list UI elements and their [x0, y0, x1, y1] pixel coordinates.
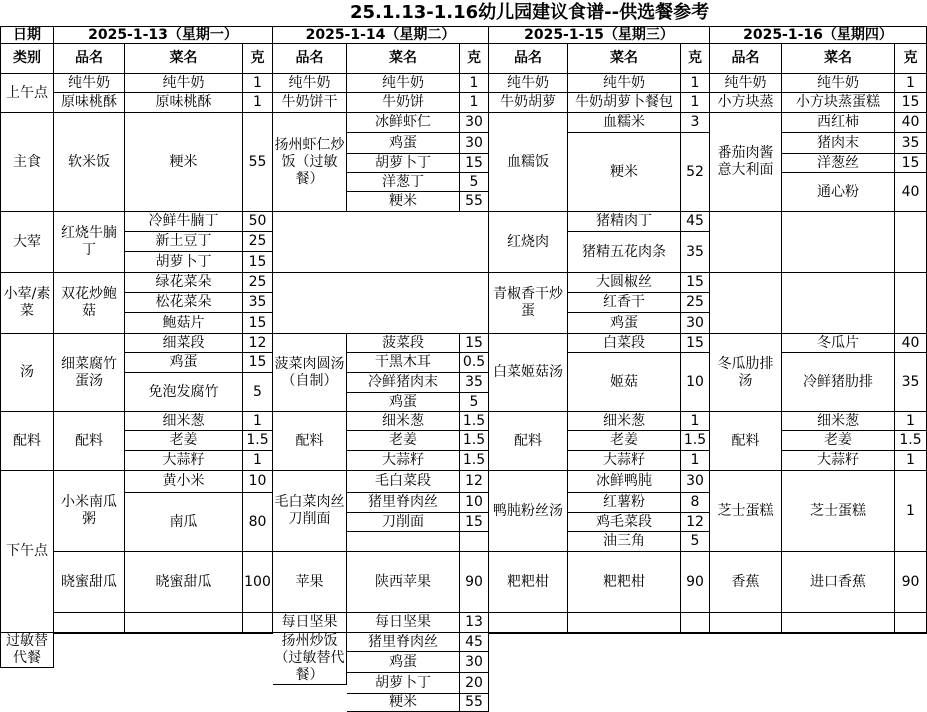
ingredient-name: 黄小米: [125, 471, 243, 493]
empty-cell: [489, 633, 710, 634]
gram-value: 15: [243, 353, 273, 373]
gram-value: 5: [681, 532, 710, 552]
dish-name: 扬州虾仁炒饭（过敏餐）: [273, 113, 347, 212]
ingredient-name: 干黑木耳: [347, 353, 460, 373]
gram-value: 45: [681, 212, 710, 232]
gram-value: 15: [460, 334, 489, 353]
dish-name: 毛白菜肉丝刀削面: [273, 471, 347, 552]
gram-value: 13: [460, 613, 489, 633]
dish-name: 芝士蛋糕: [710, 471, 782, 552]
date-label: 日期: [0, 26, 54, 44]
category-seasoning: 配料: [0, 412, 54, 471]
gram-value: 90: [681, 552, 710, 613]
ingredient-name: 猪里脊肉丝: [347, 633, 460, 652]
ingredient-name: 胡萝卜丁: [347, 673, 460, 694]
dish-name: 晓蜜甜瓜: [54, 552, 125, 613]
gram-value: 20: [460, 673, 489, 694]
ingredient-name: 细米葱: [347, 412, 460, 431]
column-header-dish: 品名: [54, 44, 125, 74]
gram-value: 40: [895, 113, 927, 133]
ingredient-name: 晓蜜甜瓜: [125, 552, 243, 613]
category-staple: 主食: [0, 113, 54, 212]
empty-cell: [895, 212, 927, 273]
ingredient-name: 白菜段: [568, 334, 681, 353]
dish-name: 香蕉: [710, 552, 782, 613]
ingredient-name: 细米葱: [782, 412, 895, 431]
ingredient-name: 刀削面: [347, 513, 460, 532]
ingredient-name: 粳米: [125, 113, 243, 212]
column-header-dish: 品名: [489, 44, 568, 74]
dish-name: 纯牛奶: [489, 74, 568, 93]
date-header: 2025-1-16（星期四）: [710, 26, 927, 44]
gram-value: 15: [243, 252, 273, 273]
category-veg: 小荤/素菜: [0, 273, 54, 334]
dish-name: 软米饭: [54, 113, 125, 212]
ingredient-name: 牛奶胡萝卜餐包: [568, 93, 681, 113]
dish-name: 菠菜肉圆汤（自制）: [273, 334, 347, 412]
category-meat: 大荤: [0, 212, 54, 273]
gram-value: 40: [895, 173, 927, 212]
column-header-dish: 品名: [273, 44, 347, 74]
gram-value: 35: [895, 133, 927, 154]
empty-cell: [895, 613, 927, 633]
ingredient-name: 冰鲜虾仁: [347, 113, 460, 133]
ingredient-name: 每日坚果: [347, 613, 460, 633]
gram-value: 80: [243, 493, 273, 552]
gram-value: 5: [460, 393, 489, 412]
empty-cell: [273, 273, 489, 334]
dish-name: 扬州炒饭（过敏替代餐）: [273, 633, 347, 685]
empty-cell: [782, 273, 895, 334]
gram-value: 1.5: [460, 451, 489, 471]
column-header-item: 菜名: [782, 44, 895, 74]
ingredient-name: 洋葱丝: [782, 154, 895, 173]
gram-value: 35: [895, 353, 927, 412]
gram-value: 30: [681, 313, 710, 334]
ingredient-name: 老姜: [347, 431, 460, 451]
ingredient-name: 红薯粉: [568, 493, 681, 513]
ingredient-name: 陕西苹果: [347, 552, 460, 613]
column-header-gram: 克: [460, 44, 489, 74]
gram-value: 55: [243, 113, 273, 212]
ingredient-name: 南瓜: [125, 493, 243, 552]
column-header-gram: 克: [895, 44, 927, 74]
date-header: 2025-1-15（星期三）: [489, 26, 710, 44]
dish-name: 纯牛奶: [710, 74, 782, 93]
empty-cell: [243, 633, 273, 634]
gram-value: 35: [460, 373, 489, 393]
ingredient-name: 血糯米: [568, 113, 681, 133]
empty-cell: [710, 273, 782, 334]
gram-value: 52: [681, 133, 710, 212]
category-morning-snack: 上午点: [0, 74, 54, 113]
dish-name: 小米南瓜粥: [54, 471, 125, 552]
ingredient-name: 粳米: [568, 133, 681, 212]
gram-value: 90: [460, 552, 489, 613]
ingredient-name: 大蒜籽: [125, 451, 243, 471]
gram-value: 30: [460, 113, 489, 133]
ingredient-name: 绿花菜朵: [125, 273, 243, 293]
dish-name: 配料: [54, 412, 125, 471]
gram-value: 1: [243, 412, 273, 431]
ingredient-name: 大圆椒丝: [568, 273, 681, 293]
ingredient-name: 冰鲜鸭肫: [568, 471, 681, 493]
empty-cell: [710, 613, 782, 633]
dish-name: 配料: [710, 412, 782, 471]
dish-name: 纯牛奶: [54, 74, 125, 93]
ingredient-name: 老姜: [125, 431, 243, 451]
category-soup: 汤: [0, 334, 54, 412]
empty-cell: [710, 633, 927, 634]
gram-value: 1: [895, 471, 927, 552]
dish-name: 冬瓜肋排汤: [710, 334, 782, 412]
ingredient-name: 纯牛奶: [568, 74, 681, 93]
ingredient-name: 大蒜籽: [347, 451, 460, 471]
gram-value: 8: [681, 493, 710, 513]
empty-cell: [347, 532, 460, 552]
gram-value: 1: [681, 93, 710, 113]
dish-name: 红烧牛腩丁: [54, 212, 125, 273]
gram-value: 0.5: [460, 353, 489, 373]
gram-value: 1: [681, 412, 710, 431]
gram-value: 25: [243, 232, 273, 252]
ingredient-name: 猪精肉丁: [568, 212, 681, 232]
type-label: 类别: [0, 44, 54, 74]
gram-value: 10: [460, 493, 489, 513]
gram-value: 1: [895, 412, 927, 431]
empty-cell: [54, 633, 125, 634]
date-header: 2025-1-14（星期二）: [273, 26, 489, 44]
gram-value: 10: [681, 353, 710, 412]
dish-name: 血糯饭: [489, 113, 568, 212]
ingredient-name: 粳米: [347, 694, 460, 712]
gram-value: 15: [460, 513, 489, 532]
gram-value: 10: [243, 471, 273, 493]
ingredient-name: 猪里脊肉丝: [347, 493, 460, 513]
column-header-item: 菜名: [568, 44, 681, 74]
dish-name: 细菜腐竹蛋汤: [54, 334, 125, 412]
gram-value: 55: [460, 694, 489, 712]
empty-cell: [125, 613, 243, 633]
column-header-item: 菜名: [125, 44, 243, 74]
gram-value: 30: [460, 652, 489, 673]
gram-value: 5: [243, 373, 273, 412]
gram-value: 1: [460, 74, 489, 93]
gram-value: 15: [895, 93, 927, 113]
dish-name: 原味桃酥: [54, 93, 125, 113]
ingredient-name: 冷鲜牛腩丁: [125, 212, 243, 232]
empty-cell: [273, 212, 489, 273]
empty-cell: [54, 613, 125, 633]
empty-cell: [895, 273, 927, 334]
empty-cell: [782, 613, 895, 633]
gram-value: 12: [681, 513, 710, 532]
gram-value: 1.5: [243, 431, 273, 451]
dish-name: 配料: [273, 412, 347, 471]
gram-value: 3: [681, 113, 710, 133]
ingredient-name: 西红柿: [782, 113, 895, 133]
column-header-dish: 品名: [710, 44, 782, 74]
ingredient-name: 细菜段: [125, 334, 243, 353]
gram-value: 45: [460, 633, 489, 652]
gram-value: 15: [243, 313, 273, 334]
empty-cell: [681, 613, 710, 633]
gram-value: 35: [243, 293, 273, 313]
gram-value: 1: [460, 93, 489, 113]
ingredient-name: 新土豆丁: [125, 232, 243, 252]
dish-name: 牛奶胡萝: [489, 93, 568, 113]
page-title: 25.1.13-1.16幼儿园建议食谱--供选餐参考: [350, 2, 710, 23]
gram-value: 12: [460, 471, 489, 493]
gram-value: 1.5: [460, 431, 489, 451]
dish-name: 苹果: [273, 552, 347, 613]
ingredient-name: 毛白菜段: [347, 471, 460, 493]
category-afternoon-snack: 下午点: [0, 471, 54, 633]
gram-value: 5: [460, 173, 489, 192]
ingredient-name: 免泡发腐竹: [125, 373, 243, 412]
empty-cell: [243, 613, 273, 633]
gram-value: 1: [895, 451, 927, 471]
empty-cell: [125, 633, 243, 634]
gram-value: 1: [243, 451, 273, 471]
dish-name: 粑粑柑: [489, 552, 568, 613]
ingredient-name: 鸡蛋: [347, 652, 460, 673]
ingredient-name: 洋葱丁: [347, 173, 460, 192]
gram-value: 1.5: [460, 412, 489, 431]
gram-value: 1.5: [681, 431, 710, 451]
ingredient-name: 鸡蛋: [568, 313, 681, 334]
date-header: 2025-1-13（星期一）: [54, 26, 273, 44]
ingredient-name: 纯牛奶: [782, 74, 895, 93]
dish-name: 小方块蒸: [710, 93, 782, 113]
ingredient-name: 小方块蒸蛋糕: [782, 93, 895, 113]
dish-name: 红烧肉: [489, 212, 568, 273]
empty-cell: [782, 212, 895, 273]
ingredient-name: 鸡毛菜段: [568, 513, 681, 532]
gram-value: 15: [681, 334, 710, 353]
category-allergy: 过敏替代餐: [0, 633, 54, 668]
gram-value: 55: [460, 192, 489, 212]
ingredient-name: 细米葱: [568, 412, 681, 431]
dish-name: 配料: [489, 412, 568, 471]
ingredient-name: 大蒜籽: [782, 451, 895, 471]
ingredient-name: 老姜: [782, 431, 895, 451]
ingredient-name: 鲍菇片: [125, 313, 243, 334]
gram-value: 30: [681, 471, 710, 493]
ingredient-name: 猪肉末: [782, 133, 895, 154]
gram-value: 1: [895, 74, 927, 93]
empty-cell: [710, 212, 782, 273]
ingredient-name: 鸡蛋: [125, 353, 243, 373]
ingredient-name: 油三角: [568, 532, 681, 552]
dish-name: 鸭肫粉丝汤: [489, 471, 568, 552]
dish-name: 每日坚果: [273, 613, 347, 633]
ingredient-name: 姬菇: [568, 353, 681, 412]
ingredient-name: 鸡蛋: [347, 393, 460, 412]
gram-value: 35: [681, 232, 710, 273]
ingredient-name: 纯牛奶: [347, 74, 460, 93]
gram-value: 1: [681, 74, 710, 93]
gram-value: 15: [895, 154, 927, 173]
ingredient-name: 粑粑柑: [568, 552, 681, 613]
ingredient-name: 纯牛奶: [125, 74, 243, 93]
dish-name: 番茄肉酱意大利面: [710, 113, 782, 212]
gram-value: 100: [243, 552, 273, 613]
dish-name: 牛奶饼干: [273, 93, 347, 113]
ingredient-name: 猪精五花肉条: [568, 232, 681, 273]
gram-value: 1: [243, 74, 273, 93]
gram-value: 25: [681, 293, 710, 313]
ingredient-name: 松花菜朵: [125, 293, 243, 313]
ingredient-name: 鸡蛋: [347, 133, 460, 154]
empty-cell: [489, 613, 568, 633]
gram-value: 90: [895, 552, 927, 613]
gram-value: 30: [460, 133, 489, 154]
dish-name: 白菜姬菇汤: [489, 334, 568, 412]
ingredient-name: 大蒜籽: [568, 451, 681, 471]
ingredient-name: 红香干: [568, 293, 681, 313]
ingredient-name: 牛奶饼: [347, 93, 460, 113]
gram-value: 12: [243, 334, 273, 353]
ingredient-name: 菠菜段: [347, 334, 460, 353]
ingredient-name: 胡萝卜丁: [125, 252, 243, 273]
ingredient-name: 老姜: [568, 431, 681, 451]
column-header-item: 菜名: [347, 44, 460, 74]
column-header-gram: 克: [681, 44, 710, 74]
dish-name: 双花炒鲍菇: [54, 273, 125, 334]
ingredient-name: 冷鲜猪肋排: [782, 353, 895, 412]
ingredient-name: 胡萝卜丁: [347, 154, 460, 173]
empty-cell: [460, 532, 489, 552]
ingredient-name: 冷鲜猪肉末: [347, 373, 460, 393]
gram-value: 1: [243, 93, 273, 113]
gram-value: 40: [895, 334, 927, 353]
gram-value: 1: [681, 451, 710, 471]
ingredient-name: 粳米: [347, 192, 460, 212]
ingredient-name: 通心粉: [782, 173, 895, 212]
ingredient-name: 细米葱: [125, 412, 243, 431]
empty-cell: [568, 613, 681, 633]
ingredient-name: 芝士蛋糕: [782, 471, 895, 552]
ingredient-name: 原味桃酥: [125, 93, 243, 113]
gram-value: 1.5: [895, 431, 927, 451]
gram-value: 15: [681, 273, 710, 293]
ingredient-name: 进口香蕉: [782, 552, 895, 613]
gram-value: 25: [243, 273, 273, 293]
ingredient-name: 冬瓜片: [782, 334, 895, 353]
dish-name: 青椒香干炒蛋: [489, 273, 568, 334]
column-header-gram: 克: [243, 44, 273, 74]
gram-value: 50: [243, 212, 273, 232]
dish-name: 纯牛奶: [273, 74, 347, 93]
gram-value: 15: [460, 154, 489, 173]
